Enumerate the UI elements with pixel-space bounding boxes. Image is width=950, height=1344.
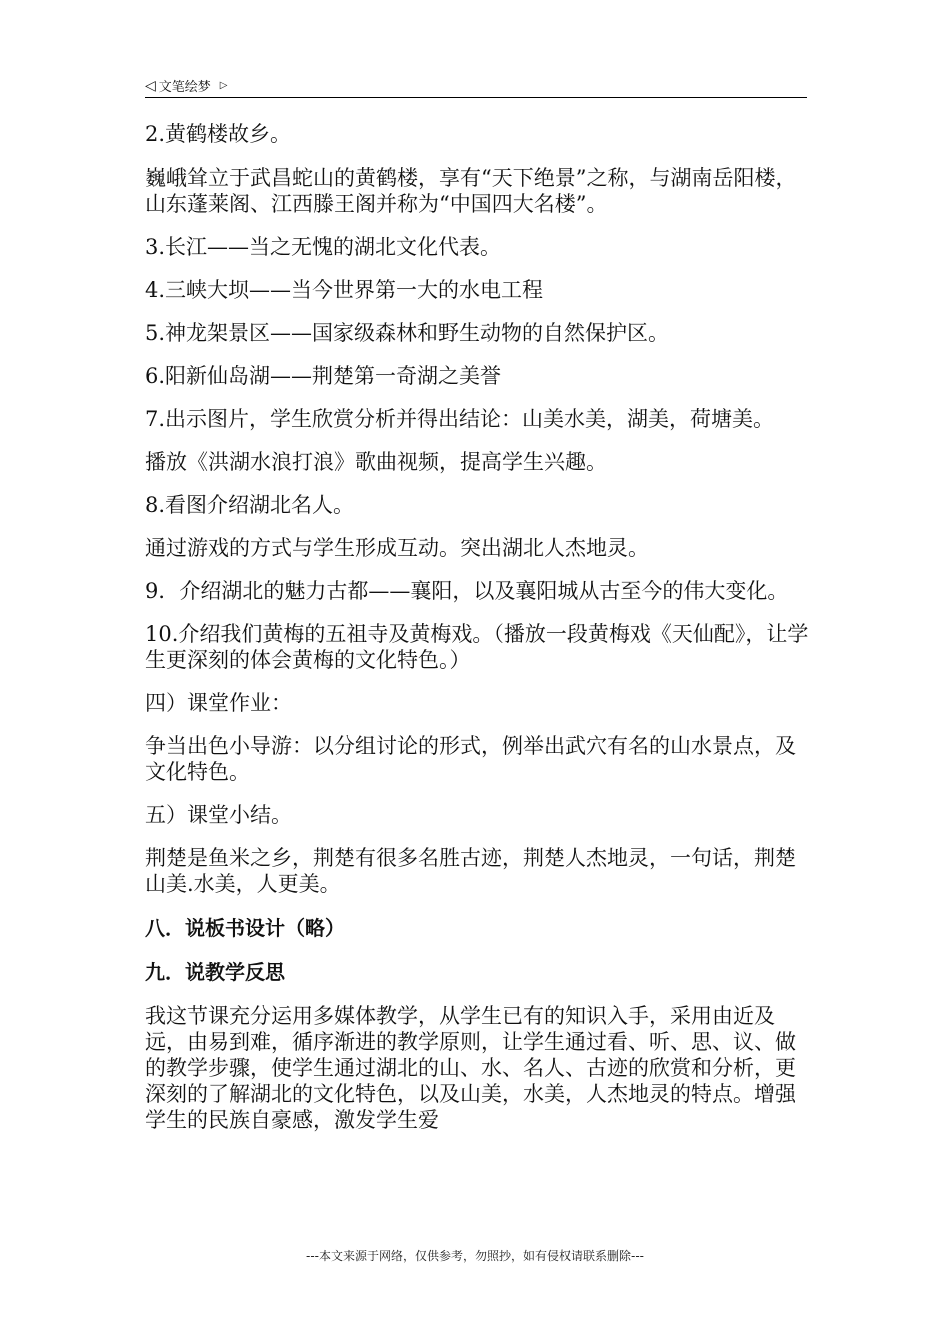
paragraph: 9．介绍湖北的魅力古都——襄阳，以及襄阳城从古至今的伟大变化。 — [145, 579, 789, 603]
paragraph: 四）课堂作业： — [145, 691, 292, 715]
paragraph: 10.介绍我们黄梅的五祖寺及黄梅戏。（播放一段黄梅戏《天仙配》，让学生更深刻的体会黄梅的文化特色。） — [145, 622, 809, 672]
paragraph: 8.看图介绍湖北名人。 — [145, 493, 355, 517]
paragraph: 五）课堂小结。 — [145, 803, 292, 827]
document-body — [145, 121, 810, 1133]
brand-label: 文笔绘梦 — [158, 80, 211, 95]
paragraph: 7.出示图片，学生欣赏分析并得出结论：山美水美，湖美，荷塘美。 — [145, 407, 775, 431]
header-rule — [145, 97, 807, 98]
paragraph: 争当出色小导游：以分组讨论的形式，例举出武穴有名的山水景点，及文化特色。 — [145, 734, 796, 784]
left-triangle-icon: ◁ — [145, 77, 156, 94]
paragraph: 6.阳新仙岛湖——荆楚第一奇湖之美誉 — [145, 364, 502, 388]
section-heading: 八．说板书设计（略） — [145, 916, 345, 940]
paragraph: 4.三峡大坝——当今世界第一大的水电工程 — [145, 278, 544, 302]
paragraph: 播放《洪湖水浪打浪》歌曲视频，提高学生兴趣。 — [145, 450, 607, 474]
page-header — [145, 72, 807, 98]
right-triangle-icon: ▷ — [219, 80, 228, 91]
paragraph: 3.长江——当之无愧的湖北文化代表。 — [145, 235, 502, 259]
footer-note: ---本文来源于网络，仅供参考，勿照抄，如有侵权请联系删除--- — [306, 1249, 644, 1263]
paragraph: 巍峨耸立于武昌蛇山的黄鹤楼，享有“天下绝景”之称，与湖南岳阳楼，山东蓬莱阁、江西滕王阁并称为“中国四大名楼”。 — [145, 166, 797, 216]
paragraph: 5.神龙架景区——国家级森林和野生动物的自然保护区。 — [145, 321, 670, 345]
paragraph: 通过游戏的方式与学生形成互动。突出湖北人杰地灵。 — [145, 536, 649, 560]
section-heading: 九．说教学反思 — [145, 960, 285, 984]
paragraph: 荆楚是鱼米之乡，荆楚有很多名胜古迹，荆楚人杰地灵，一句话，荆楚山美.水美，人更美。 — [145, 846, 796, 896]
brand — [145, 76, 228, 95]
paragraph: 2.黄鹤楼故乡。 — [145, 122, 292, 146]
paragraph: 我这节课充分运用多媒体教学，从学生已有的知识入手，采用由近及远，由易到难，循序渐进的教学原则，让学生通过看、听、思、议、做的教学步骤，使学生通过湖北的山、水、名人、古迹的欣赏和分析，更深刻的了解湖北的文化特色，以及山美，水美，人杰地灵的特点。增强学生的民族自豪感，激发学生爱 — [145, 1004, 796, 1132]
